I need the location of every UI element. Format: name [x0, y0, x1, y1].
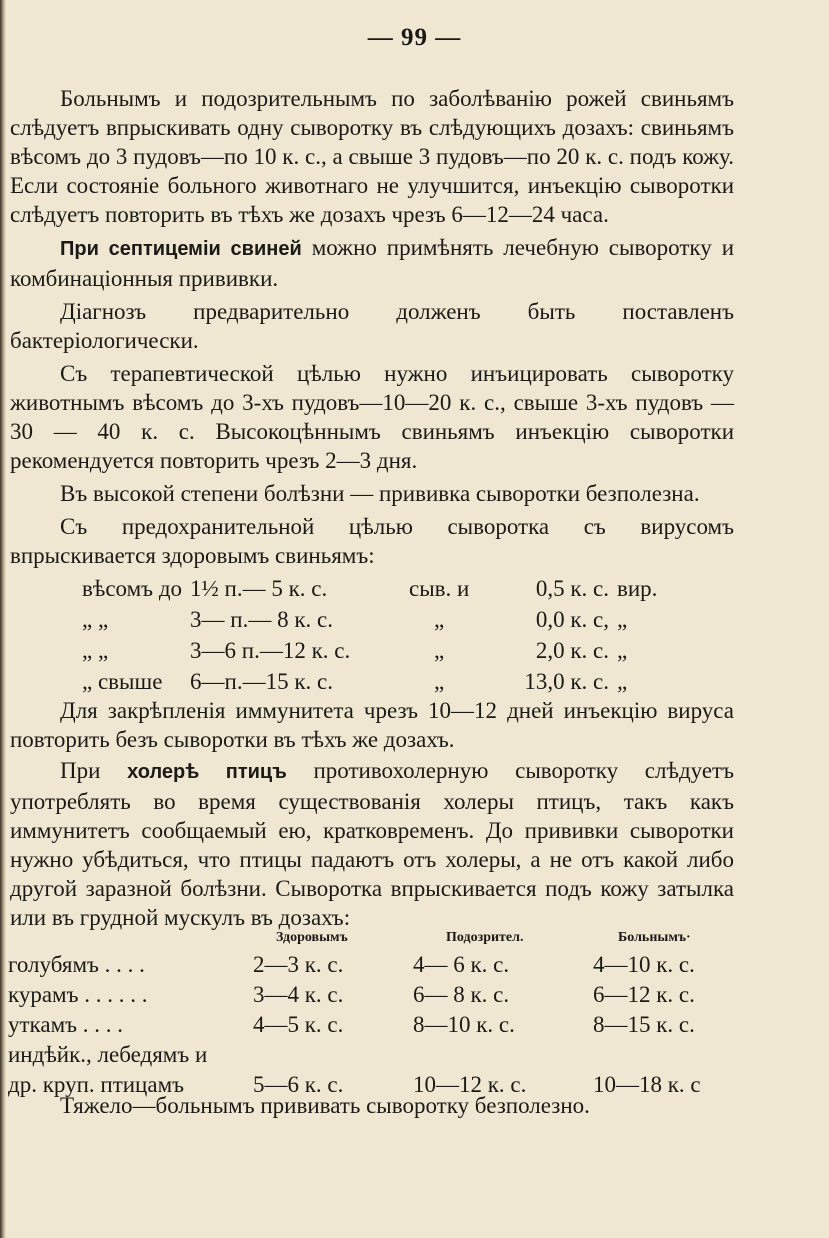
final-line: Тяжело—больнымъ прививать сыворотку безполезно.	[60, 1093, 590, 1118]
cell	[413, 1040, 593, 1070]
cell	[593, 1040, 734, 1070]
cell: курамъ . . . . . .	[8, 982, 148, 1007]
cell: „	[434, 668, 445, 694]
cell	[253, 1040, 413, 1070]
cell: 10—12 к. с.	[413, 1072, 527, 1097]
cell: 6— 8 к. с.	[413, 982, 510, 1007]
table-row	[78, 604, 678, 635]
cell: 8—10 к. с.	[413, 1012, 515, 1037]
cell: 0,5 к. с.	[535, 575, 609, 601]
paragraph-therapeutic: Съ терапевтической цѣлью нужно инъицировать сыворотку животнымъ вѣсомъ до 3-хъ пудовъ—10—20 к. с., свыше 3-хъ пудовъ — 30 — 40 к. с. Высокоцѣннымъ свиньямъ инъекцію сыворотки рекомендуется повторить чрезъ 2—3 дня.	[10, 361, 734, 473]
cell: др. круп. птицамъ	[8, 1072, 185, 1097]
cell: сыв. и	[408, 575, 470, 601]
septicemia-text: можно примѣнять лечебную сыворотку и комбинаціонныя прививки.	[10, 235, 735, 291]
cell: 2,0 к. с.	[535, 637, 609, 663]
table-row	[8, 1040, 734, 1070]
table-row	[78, 666, 678, 697]
cell: 3—6 п.—12 к. с.	[190, 637, 351, 663]
cell: 5—6 к. с.	[253, 1072, 344, 1097]
paragraph-septicemia	[10, 233, 734, 293]
cell: вѣсомъ до	[82, 575, 183, 601]
cell: 8—15 к. с.	[593, 1012, 695, 1037]
paragraph-immunity: Для закрѣпленія иммунитета чрезъ 10—12 дней инъекцію вируса повторить безъ сыворотки въ тѣхъ же дозахъ.	[10, 698, 734, 752]
cell: 1½ п.— 5 к. с.	[190, 575, 328, 601]
column-header-healthy: Здоровымъ	[276, 930, 348, 945]
table-row	[78, 573, 678, 604]
cell: уткамъ . . . .	[8, 1012, 124, 1037]
cholera-heading: холерѣ птицъ	[127, 761, 287, 783]
cholera-text: противохолерную сыворотку слѣдуетъ употреблять во время существованія холеры птицъ, такъ какъ иммунитетъ сообщаемый ею, кратковременъ. До прививки сыворотки нужно убѣдиться, что птицы падаютъ отъ холеры, а не отъ какой либо другой заразной болѣзни. Сыворотка впрыскивается подъ кожу затылка или въ грудной мускулъ въ дозахъ:	[10, 758, 734, 930]
septicemia-heading: При септицеміи свиней	[60, 238, 302, 260]
table-row	[8, 950, 734, 980]
cell: 4—10 к. с.	[593, 952, 695, 977]
cell: голубямъ . . . .	[8, 952, 145, 977]
cell: „ свыше	[82, 668, 163, 694]
poultry-dose-table	[8, 950, 734, 1100]
paragraph-diagnosis: Діагнозъ предварительно долженъ быть поставленъ бактеріологически.	[10, 299, 734, 353]
main-text-top	[10, 84, 734, 574]
cell: 2—3 к. с.	[253, 952, 344, 977]
binding-edge	[0, 0, 6, 1238]
cell: индѣйк., лебедямъ и	[8, 1042, 208, 1067]
cell: 0,0 к. с,	[535, 606, 609, 632]
paragraph-cholera	[10, 756, 734, 932]
table-row	[78, 635, 678, 666]
cell: „ „	[82, 637, 109, 663]
paragraph-severe: Въ высокой степени болѣзни — прививка сыворотки безполезна.	[60, 481, 700, 506]
table-row	[8, 1010, 734, 1040]
cell: „	[434, 637, 445, 663]
cell: „	[616, 668, 628, 694]
paragraph-preventive: Съ предохранительной цѣлью сыворотка съ вирусомъ впрыскивается здоровымъ свиньямъ:	[10, 514, 734, 568]
table-row	[8, 980, 734, 1010]
cell: 3—4 к. с.	[253, 982, 344, 1007]
cell: „ „	[82, 606, 109, 632]
page-number: — 99 —	[367, 24, 462, 51]
swine-dose-table	[78, 573, 678, 697]
cell: 6—12 к. с.	[593, 982, 695, 1007]
cell: вир.	[616, 575, 658, 601]
cell: „	[616, 637, 628, 663]
column-header-suspect: Подозрител.	[446, 930, 524, 945]
paragraph-erysipelas: Больнымъ и подозрительнымъ по заболѣванію рожей свиньямъ слѣдуетъ впрыскивать одну сыворотку въ слѣдующихъ дозахъ: свиньямъ вѣсомъ до 3 пудовъ—по 10 к. с., а свыше 3 пудовъ—по 20 к. с. подъ кожу. Если состояніе больного животнаго не улучшится, инъекцію сыворотки слѣдуетъ повторить въ тѣхъ же дозахъ чрезъ 6—12—24 часа.	[10, 86, 734, 227]
cell: 3— п.— 8 к. с.	[190, 606, 333, 632]
cell: 10—18 к. с	[593, 1072, 701, 1097]
cell: „	[434, 606, 445, 632]
cell: 6—п.—15 к. с.	[190, 668, 333, 694]
main-text-bottom	[10, 696, 734, 934]
cholera-lead: При	[60, 758, 128, 783]
column-header-sick: Больнымъ·	[618, 930, 691, 945]
cell: „	[616, 606, 628, 632]
cell: 13,0 к. с.	[524, 668, 609, 694]
cell: 4— 6 к. с.	[413, 952, 510, 977]
cell: 4—5 к. с.	[253, 1012, 344, 1037]
